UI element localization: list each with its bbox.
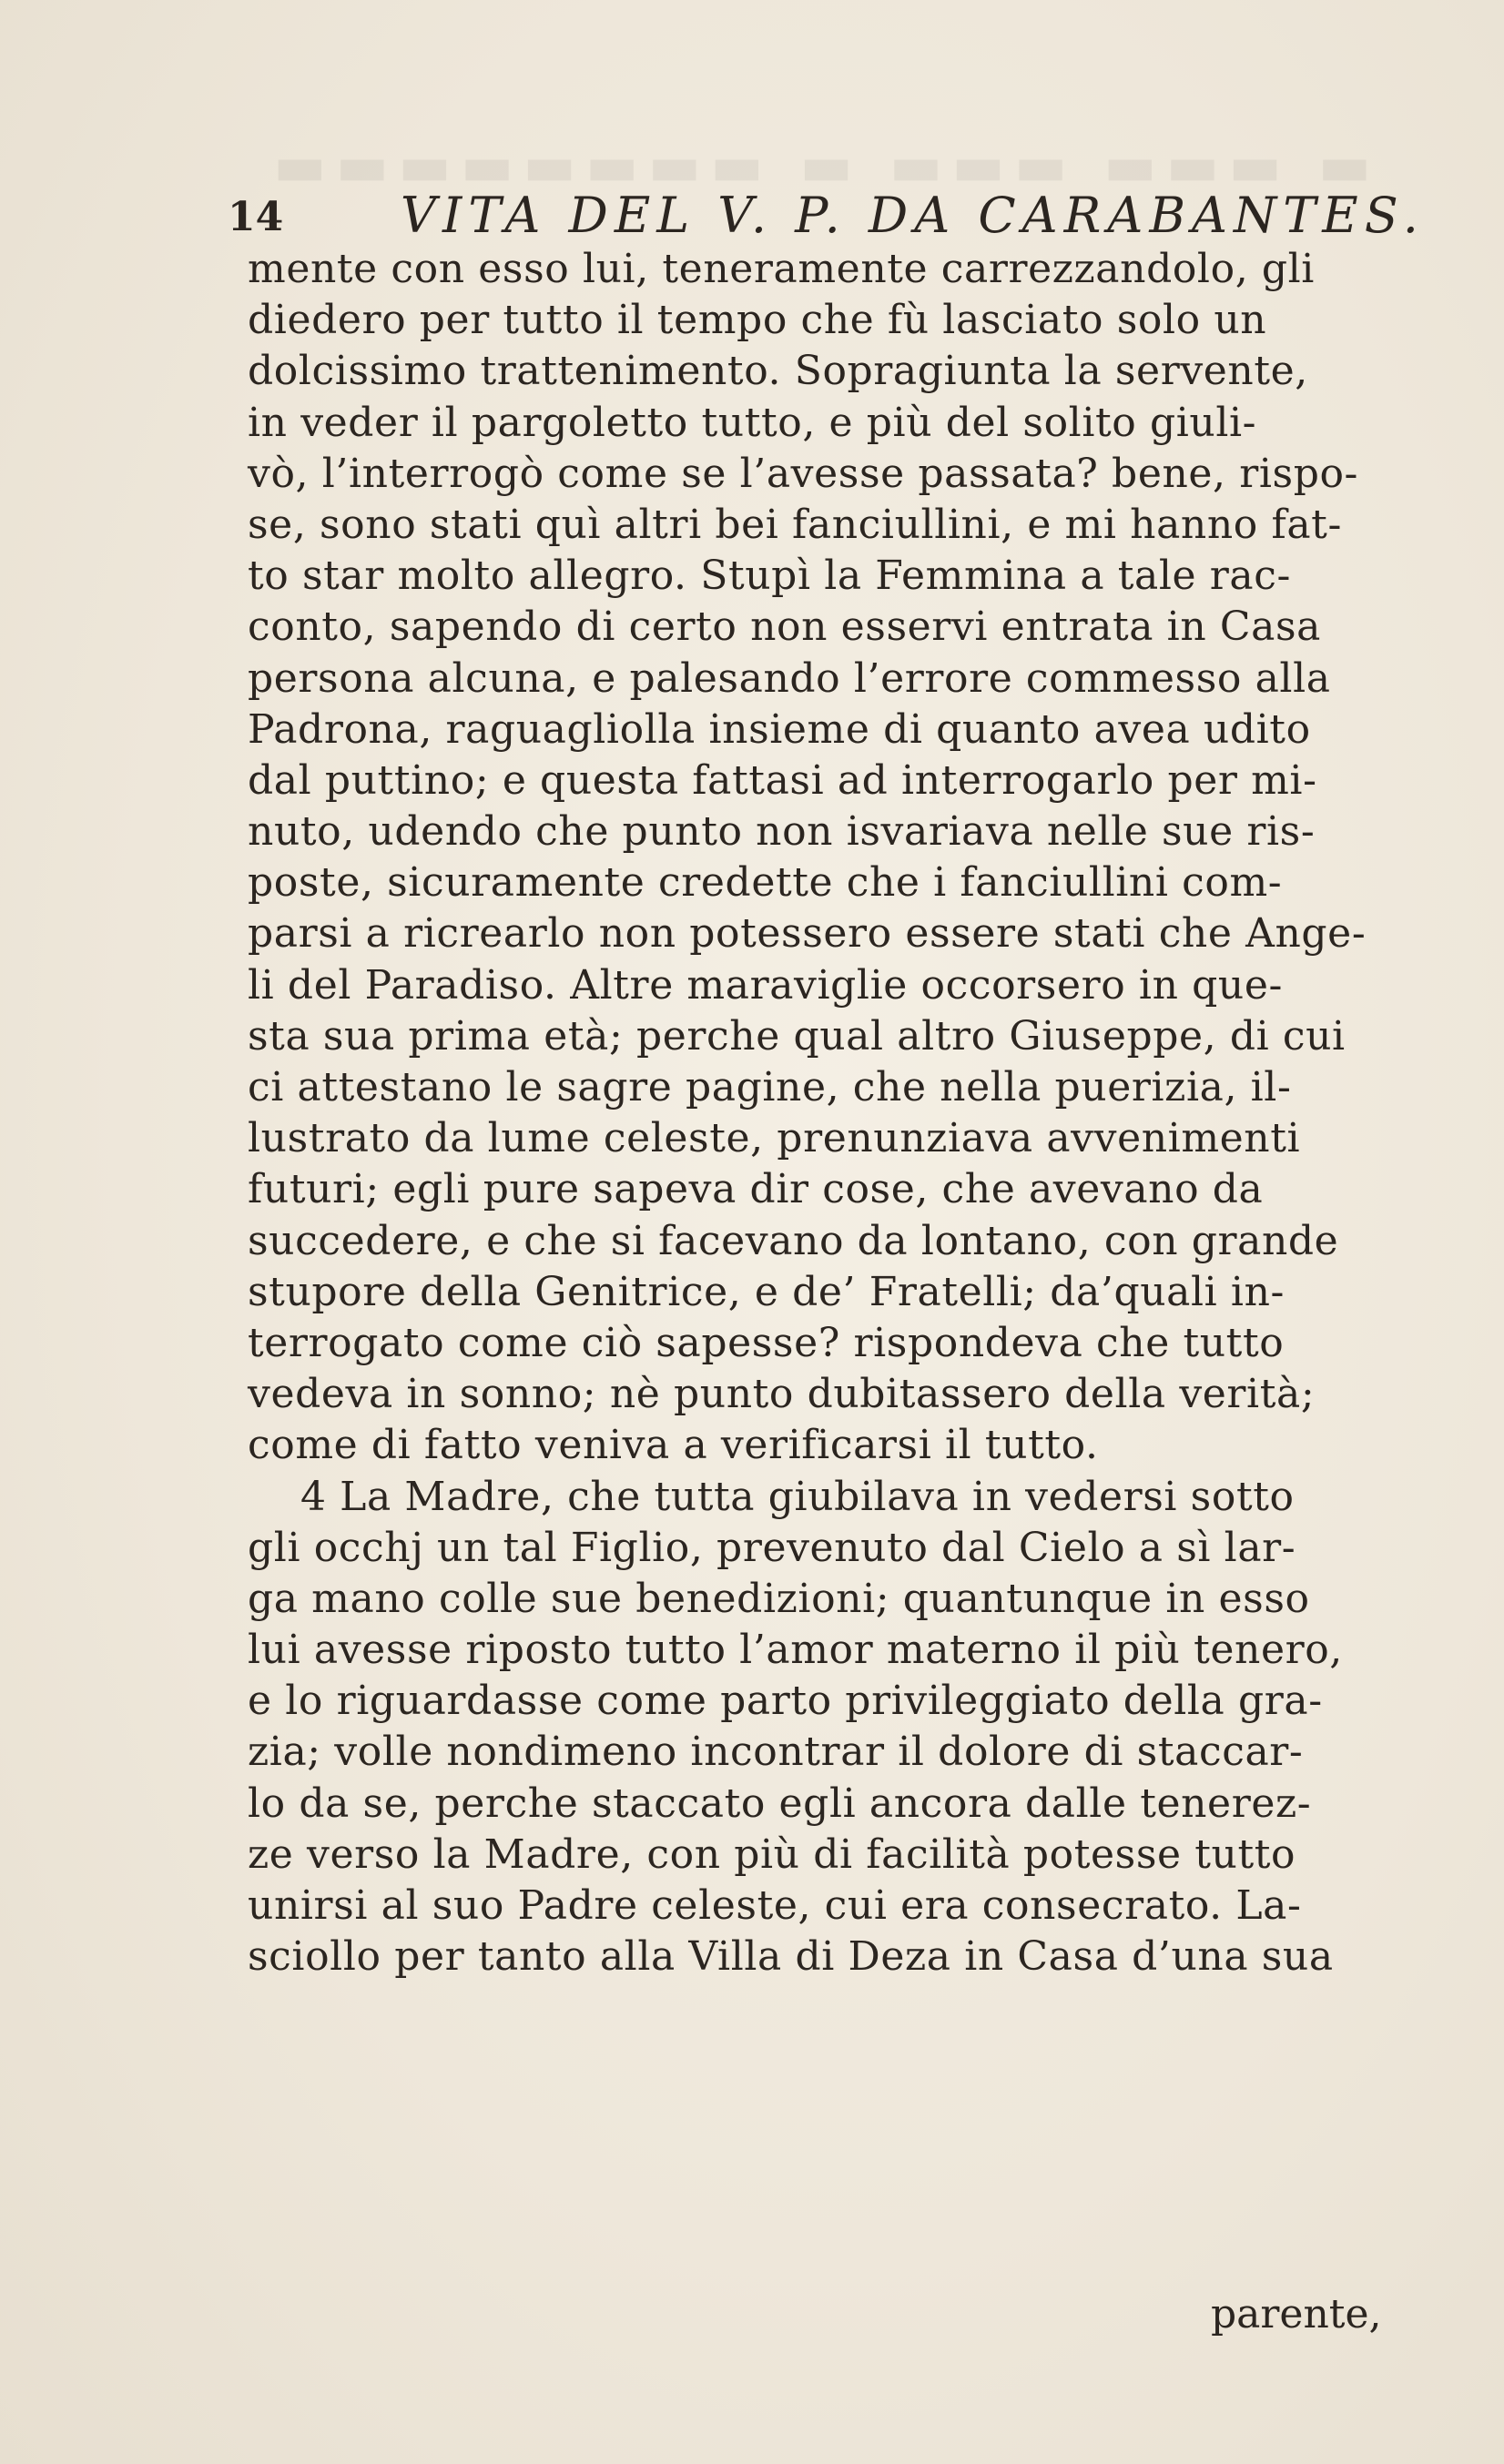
text-line: li del Paradiso. Altre maraviglie occorsero in que- bbox=[248, 961, 1283, 1009]
text-line: come di fatto veniva a verificarsi il tutto. bbox=[248, 1422, 1099, 1469]
text-line: se, sono stati quì altri bei fanciullini, e mi hanno fat- bbox=[248, 501, 1342, 548]
text-line: terrogato come ciò sapesse? rispondeva che tutto bbox=[248, 1319, 1285, 1366]
page-header bbox=[228, 187, 1502, 250]
text-line: dolcissimo trattenimento. Sopragiunta la servente, bbox=[248, 348, 1308, 395]
text-line: ze verso la Madre, con più di facilità potesse tutto bbox=[248, 1830, 1296, 1878]
text-line: lui avesse riposto tutto l’amor materno il più tenero, bbox=[248, 1627, 1343, 1674]
text-line: parsi a ricrearlo non potessero essere stati che Ange- bbox=[248, 910, 1367, 958]
text-line: poste, sicuramente credette che i fanciullini com- bbox=[248, 859, 1283, 907]
text-line: succedere, e che si facevano da lontano, con grande bbox=[248, 1217, 1339, 1264]
text-line: to star molto allegro. Stupì la Femmina a tale rac- bbox=[248, 553, 1291, 600]
text-line: nuto, udendo che punto non isvariava nelle sue ris- bbox=[248, 808, 1316, 856]
text-line: mente con esso lui, teneramente carrezzandolo, gli bbox=[248, 246, 1315, 292]
text-line: lustrato da lume celeste, prenunziava avvenimenti bbox=[248, 1115, 1301, 1162]
text-line: diedero per tutto il tempo che fù lasciato solo un bbox=[248, 297, 1267, 344]
text-line: gli occhj un tal Figlio, prevenuto dal Cielo a sì lar- bbox=[248, 1524, 1296, 1571]
text-line: in veder il pargoletto tutto, e più del solito giuli- bbox=[248, 399, 1257, 446]
text-line: ci attestano le sagre pagine, che nella puerizia, il- bbox=[248, 1064, 1292, 1110]
text-line: Padrona, raguagliolla insieme di quanto avea udito bbox=[248, 705, 1311, 753]
show-through-text: ▬ ▬▬▬ ▬▬▬ ▬ ▬▬▬▬▬▬▬▬ bbox=[264, 132, 1372, 198]
text-line: dal puttino; e questa fattasi ad interrogarlo per mi- bbox=[248, 756, 1317, 804]
body-text bbox=[248, 244, 1486, 1982]
catchword: parente, bbox=[1211, 2291, 1382, 2337]
text-line: lo da se, perche staccato egli ancora dalle tenerez- bbox=[248, 1780, 1312, 1827]
running-head: VITA DEL V. P. DA CARABANTES. bbox=[401, 187, 1425, 244]
text-line: sciollo per tanto alla Villa di Deza in Casa d’una sua bbox=[248, 1933, 1334, 1981]
text-line: e lo riguardasse come parto privileggiato della gra- bbox=[248, 1678, 1323, 1725]
paragraph-start-line: 4 La Madre, che tutta giubilava in vedersi sotto bbox=[300, 1473, 1295, 1520]
text-line: futuri; egli pure sapeva dir cose, che avevano da bbox=[248, 1166, 1264, 1213]
text-line: persona alcuna, e palesando l’errore commesso alla bbox=[248, 654, 1331, 702]
text-line: ga mano colle sue benedizioni; quantunque in esso bbox=[248, 1575, 1310, 1622]
text-line: unirsi al suo Padre celeste, cui era consecrato. La- bbox=[248, 1882, 1302, 1929]
page-number: 14 bbox=[228, 194, 284, 240]
text-line: conto, sapendo di certo non esservi entrata in Casa bbox=[248, 603, 1321, 651]
text-line: vò, l’interrogò come se l’avesse passata? bene, rispo- bbox=[248, 450, 1359, 497]
text-line: zia; volle nondimeno incontrar il dolore di staccar- bbox=[248, 1729, 1304, 1776]
text-line: sta sua prima età; perche qual altro Giuseppe, di cui bbox=[248, 1012, 1346, 1060]
text-line: stupore della Genitrice, e de’ Fratelli; da’quali in- bbox=[248, 1268, 1285, 1315]
text-line: vedeva in sonno; nè punto dubitassero della verità; bbox=[248, 1371, 1316, 1418]
